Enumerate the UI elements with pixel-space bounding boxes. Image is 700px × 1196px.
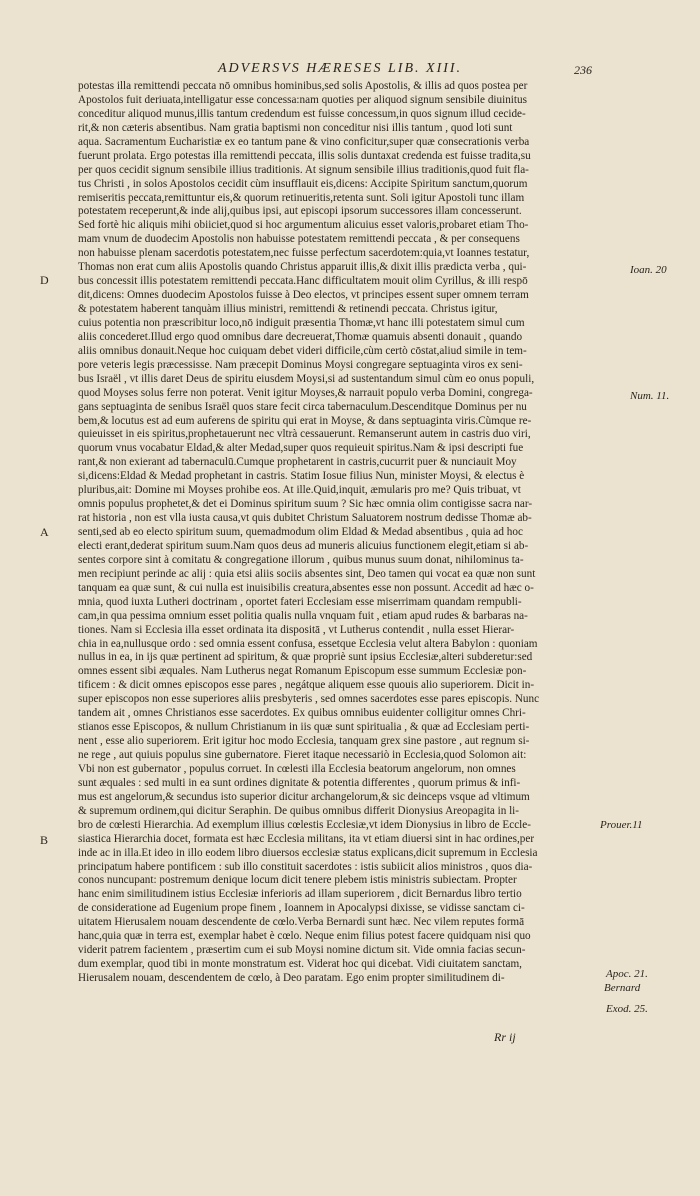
text-line: si,dicens:Eldad & Medad prophetant in castris. Statim Iosue filius Nun, minister Moysi, & electus è xyxy=(78,470,525,483)
margin-ref-bernard: Bernard xyxy=(604,982,641,994)
margin-ref-num: Num. 11. xyxy=(630,390,670,402)
text-line: aliis omnibus donauit.Neque hoc cuiquam debet videri difficile,cùm certò cōstat,aliud simile in tem- xyxy=(78,344,527,357)
text-line: stianos esse Episcopos, & nullum Christianum in iis quæ sunt spiritualia , & quæ ad Ecclesiam perti- xyxy=(78,721,530,734)
text-line: bus Israël , vt illis daret Deus de spiritu eiusdem Moysi,si ad sustentandum simul cùm eo onus populi, xyxy=(78,372,535,385)
text-line: & supremum ordinem,qui dicitur Seraphin. De quibus omnibus differit Dionysius Areopagita in li- xyxy=(78,804,520,817)
text-line: ne rege , aut quiuis populus sine gubernatore. Fieret itaque necessariò in Ecclesia,quod Solomon ait: xyxy=(78,749,527,761)
text-line: hanc,quia quæ in terra est, exemplar habet è cœlo. Neque enim filius potest facere quidquam nisi quo xyxy=(78,930,531,943)
text-line: sunt æquales : sed multi in ea sunt ordines dignitate & potentia differentes , quorum primus & infi- xyxy=(78,776,521,789)
text-line: tiones. Nam si Ecclesia illa esset ordinata ita dispositā , vt Lutherus contendit , nulla esset Hierar- xyxy=(78,623,515,636)
text-line: Vbi non est gubernator , populus corruet. In cœlesti illa Ecclesia beatorum angelorum, non omnes xyxy=(78,762,516,775)
text-line: Thomas non erat cum aliis Apostolis quando Christus apparuit illis,& dixit illis prædicta verba , qui- xyxy=(78,261,527,274)
text-line: men recipiunt perinde ac alij : quia etsi aliis sociis absentes sint, Deo tamen qui vocat ea quæ non sunt xyxy=(78,567,536,580)
text-line: quieuisset in eis spiritus,prophetauerunt nec vltrà cessauerunt. Remanserunt autem in castris duo viri, xyxy=(78,428,531,441)
text-line: remiseritis peccata,remittuntur eis,& quorum retinueritis,retenta sunt. Soli igitur Apostoli tunc illam xyxy=(78,191,525,204)
text-line: rant,& non exierant ad tabernaculū.Cumque prophetarent in castris,cucurrit puer & nunciauit Moy xyxy=(78,456,517,469)
text-line: hanc enim similitudinem istius Ecclesiæ inferioris ad illam superiorem , dicit Bernardus libro tertio xyxy=(78,888,522,901)
running-title: ADVERSVS HÆRESES LIB. XIII. xyxy=(217,61,463,76)
section-letter-a: A xyxy=(40,525,49,539)
text-line: potestas illa remittendi peccata nō omnibus hominibus,sed solis Apostolis, & illis ad quos postea per xyxy=(78,80,528,92)
text-line: senti,sed ab eo electo spiritum suum, quemadmodum olim Eldad & Medad absentibus , quia ad hoc xyxy=(78,526,523,538)
text-line: & potestatem haberent tanquàm illius ministri, remittendi & retinendi peccata. Christus igitur, xyxy=(78,303,498,315)
text-line: siastica Hierarchia docet, formata est hæc Ecclesia militans, ita vt etiam diuersi sint in hac ordines,per xyxy=(78,832,535,845)
text-line: de consideratione ad Eugenium prope finem , Ioannem in Apocalypsi dixisse, se vidisse sanctam ci- xyxy=(78,902,525,915)
text-line: tus Christi , in solos Apostolos cecidit cùm insufflauit eis,dicens: Accipite Spiritum sanctum,quorum xyxy=(78,177,528,190)
text-line: mnia, quod iuxta Lutheri doctrinam , oportet fateri Ecclesiam esse miserrimam quandam rempubli- xyxy=(78,595,522,608)
margin-ref-apoc: Apoc. 21. xyxy=(606,968,648,980)
text-line: principatum habere pontificem : sub illo constituit sacerdotes : istis subiicit alios ministros , quos dia- xyxy=(78,860,533,873)
signature-mark: Rr ij xyxy=(494,1030,516,1044)
text-line: viderit patrem facientem , præsertim cum ei sub Moysi nomine dictum sit. Vide omnia facias secun- xyxy=(78,944,526,957)
text-line: Sed fortè hic aliquis mihi obiiciet,quod si hoc argumentum alicuius esset valoris,probaret etiam Tho- xyxy=(78,219,529,232)
text-line: uitatem Hierusalem nouam descendente de cœlo.Verba Bernardi sunt hæc. Nec vilem reputes formā xyxy=(78,916,525,929)
text-line: mam vnum de duodecim Apostolis non habuisse potestatem remittendi peccata , & per consequens xyxy=(78,233,520,246)
folio-number: 236 xyxy=(574,63,592,77)
text-line: bus concessit illis potestatem remittendi peccata.Hanc difficultatem mouit olim Cyrillus, & illi respō xyxy=(78,275,528,288)
text-line: inde ac in illa.Et ideo in illo eodem libro diuersos ecclesiæ status explicans,dicit supremum in Ecclesia xyxy=(78,846,538,859)
text-line: cam,in qua pessima omnium esset politia qualis nulla vnquam fuit , etiam apud rudes & barbaras na- xyxy=(78,609,528,622)
text-line: rit,& non cæteris absentibus. Nam gratia baptismi non conceditur nisi illis tantum , quod loti sunt xyxy=(78,121,513,134)
text-line: bro de cœlesti Hierarchia. Ad exemplum illius cœlestis Ecclesiæ,vt idem Dionysius in libro de Eccle- xyxy=(78,818,531,831)
text-line: conceditur aliquod munus,illis tantum credendum est fuisse concessum,in quos signum illud cecide- xyxy=(78,107,526,120)
text-line: non habuisse plenam sacerdotis potestatem,nec fuisse perfectum sacerdotem:quia,vt Ioannes testatur, xyxy=(78,247,530,260)
text-line: pore veteris legis præcessisse. Nam præcepit Dominus Moysi congregare septuaginta viros ex seni- xyxy=(78,358,523,371)
text-line: dit,dicens: Omnes duodecim Apostolos fuisse à Deo electos, vt principes essent super omnem terram xyxy=(78,289,529,302)
text-line: dum exemplar, quod tibi in monte monstratum est. Viderat hoc qui dicebat. Vidi ciuitatem sanctam, xyxy=(78,958,522,971)
text-line: omnes essent sibi æquales. Nam Lutherus negat Romanum Episcopum esse summum Ecclesiæ pon- xyxy=(78,665,527,678)
text-line: quorum vnus vocabatur Eldad,& alter Medad,super quos requieuit spiritus.Nam & ipsi descripti fue xyxy=(78,442,524,455)
text-line: tandem ait , omnes Christianos esse sacerdotes. Ex quibus omnibus euidenter colligitur omnes Chri- xyxy=(78,707,526,720)
text-line: conos nuncupant: postremum denique locum dicit tenere plebem istis ministris subiectam. Propter xyxy=(78,874,517,887)
text-line: sentes corpore sint à comitatu & congregatione illorum , quibus munus suum donat, nihilominus ta- xyxy=(78,553,524,566)
text-line: aliis concederet.Illud ergo quod omnibus dare decreuerat,Thomæ quamuis absenti donauit , quando xyxy=(78,330,523,343)
text-line: pluribus,ait: Domine mi Moyses prohibe eos. At ille.Quid,inquit, æmularis pro me? Quis tribuat, vt xyxy=(78,484,521,497)
text-line: Apostolos fuit deriuata,intelligatur esse concessa:nam quoties per aliquod signum sensibile diuinitus xyxy=(78,93,527,106)
text-line: aqua. Sacramentum Eucharistiæ ex eo tantum pane & vino conficitur,super quæ consecrationis verba xyxy=(78,135,530,148)
margin-ref-ioan: Ioan. 20 xyxy=(630,264,667,276)
section-letter-d: D xyxy=(40,273,49,287)
text-line: gans septuaginta de senibus Israël quos stare fecit circa tabernaculum.Descenditque Dominus per nu xyxy=(78,400,527,413)
text-line: nullus in ea, in ijs quæ pertinent ad spiritum, & quæ propriè sunt ipsius Ecclesiæ,alteri subderetur:sed xyxy=(78,651,533,664)
text-line: nent , esse alio superiorem. Erit igitur hoc modo Ecclesia, tanquam grex sine pastore , aut regnum si- xyxy=(78,735,530,748)
text-line: fuerunt prolata. Ergo potestas illa remittendi peccata, illis solis duntaxat credenda est fuisse tradita,su xyxy=(78,149,531,162)
text-line: mus est angelorum,& secundus isto superior dicitur archangelorum,& sic deinceps vsque ad vltimum xyxy=(78,790,530,803)
text-line: electi erant,dederat spiritum suum.Nam quos deus ad muneris alicuius functionem elegit,etiam si ab- xyxy=(78,539,529,552)
body-text xyxy=(78,80,598,986)
margin-ref-exod: Exod. 25. xyxy=(606,1003,648,1015)
text-line: Hierusalem nouam, descendentem de cœlo, à Deo paratam. Ego enim propter similitudinem di- xyxy=(78,972,505,984)
text-line: super episcopos non esse superiores aliis presbyteris , sed omnes sacerdotes esse pares episcopis. Nunc xyxy=(78,693,540,706)
text-line: chia in ea,nullusque ordo : sed omnia essent confusa, essetque Ecclesia velut altera Babylon : quoniam xyxy=(78,637,538,650)
text-line: rat historia , non est vlla iusta causa,vt quis dubitet Christum Saluatorem nostrum dedisse Thomæ ab- xyxy=(78,512,532,525)
text-line: tificem : & dicit omnes episcopos esse pares , negátque aliquem esse quouis alio superiorem. Dicit in- xyxy=(78,679,535,692)
text-line: potestatem receperunt,& inde alij,quibus ipsi, aut episcopi ipsorum successores illam concesserunt. xyxy=(78,205,522,218)
text-line: per quos cecidit signum sensibile illius traditionis. At signum sensibile illius traditionis,quod fuit fla- xyxy=(78,163,529,176)
text-line: tanquam ea quæ sunt, & cui nulla est inuisibilis creatura,absentes esse non possunt. Accedit ad hæc o- xyxy=(78,581,534,594)
text-line: omnis populus prophetet,& det ei Dominus spiritum suum ? Sic hæc omnia olim contigisse sacra nar- xyxy=(78,498,533,511)
text-line: bem,& locutus est ad eum auferens de spiritu qui erat in Moyse, & dans septuaginta viris.Cùmque re- xyxy=(78,414,532,427)
text-line: cuius potentia non præscribitur loco,nō indiguit præsentia Thomæ,vt hanc illi potestatem simul cum xyxy=(78,316,525,329)
margin-ref-prouer: Prouer.11 xyxy=(600,819,643,831)
text-line: quod Moyses solus ferre non poterat. Venit igitur Moyses,& narrauit populo verba Domini, congrega- xyxy=(78,386,533,399)
section-letter-b: B xyxy=(40,833,49,847)
